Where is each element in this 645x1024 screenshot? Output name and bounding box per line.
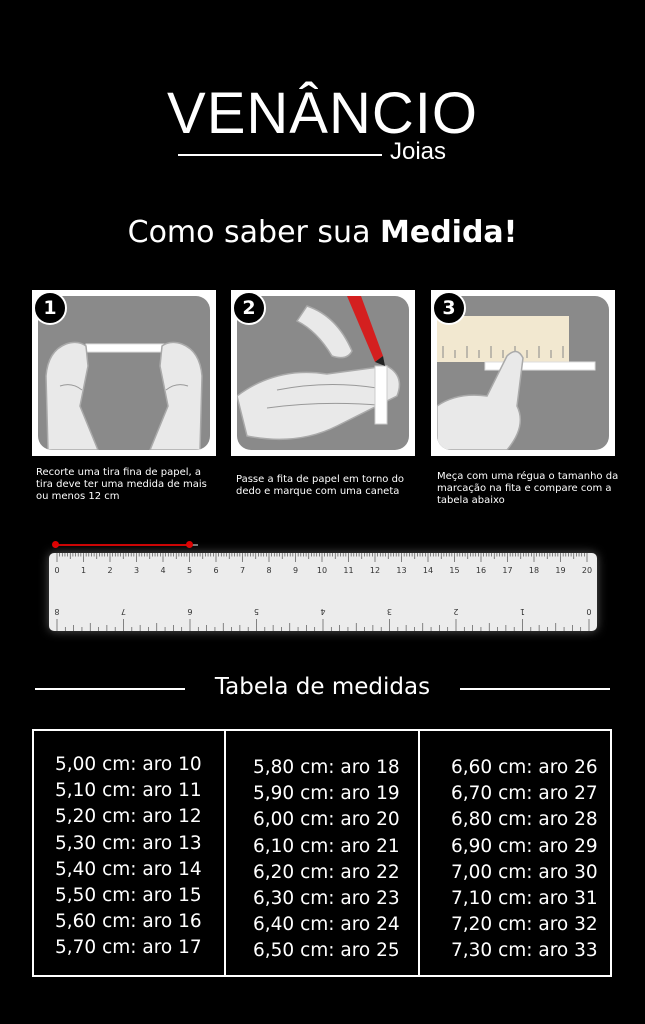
table-cell: 7,00 cm: aro 30 bbox=[451, 861, 598, 883]
step-2-panel bbox=[231, 290, 415, 456]
table-cell: 5,20 cm: aro 12 bbox=[55, 806, 202, 828]
table-cell: 5,40 cm: aro 14 bbox=[55, 858, 202, 880]
ruler-cm-label: 0 bbox=[54, 566, 60, 575]
ruler-scale bbox=[49, 553, 597, 631]
table-cell: 5,00 cm: aro 10 bbox=[55, 754, 202, 775]
ruler-cm-label: 1 bbox=[80, 566, 87, 575]
ruler-inch-label: 3 bbox=[386, 607, 393, 616]
table-cell: 5,30 cm: aro 13 bbox=[55, 832, 202, 854]
table-cell: 7,20 cm: aro 32 bbox=[451, 914, 598, 936]
step-2-number: 2 bbox=[232, 291, 266, 325]
table-cell: 6,80 cm: aro 28 bbox=[451, 809, 598, 831]
ruler-cm-label: 10 bbox=[316, 566, 328, 575]
measure-end-dot bbox=[186, 541, 193, 548]
table-cell: 6,50 cm: aro 25 bbox=[253, 940, 400, 962]
ruler-cm-label: 18 bbox=[528, 566, 540, 575]
step-3-caption: Meça com uma régua o tamanho da marcação na fita e compare com a tabela abaixo bbox=[437, 471, 619, 506]
table-cell: 6,90 cm: aro 29 bbox=[451, 835, 598, 857]
brand-subtitle: Joias bbox=[390, 138, 447, 165]
ruler-cm-label: 9 bbox=[292, 566, 299, 575]
page-title bbox=[0, 215, 645, 250]
ruler-cm-label: 4 bbox=[160, 566, 166, 575]
hands-paper-strip-icon bbox=[38, 296, 210, 450]
ruler-inch-label: 5 bbox=[253, 607, 260, 616]
table-column-3 bbox=[451, 755, 637, 965]
ruler-cm-label: 8 bbox=[266, 566, 272, 575]
ruler-inch-label: 2 bbox=[453, 607, 459, 616]
table-column-1 bbox=[55, 752, 241, 962]
step-2-caption: Passe a fita de papel em torno do dedo e marque com uma caneta bbox=[236, 474, 405, 497]
ruler-inch-label: 8 bbox=[54, 607, 60, 616]
table-cell: 6,30 cm: aro 23 bbox=[253, 888, 400, 910]
table-cell: 5,70 cm: aro 17 bbox=[55, 937, 202, 959]
ruler-cm-label: 15 bbox=[449, 566, 460, 575]
step-1-number: 1 bbox=[33, 291, 67, 325]
title-prefix: Como saber sua bbox=[127, 215, 380, 250]
ruler-cm-label: 16 bbox=[475, 566, 487, 575]
table-column-2 bbox=[253, 755, 439, 965]
ruler bbox=[49, 553, 597, 631]
brand-logo: VENÂNCIO bbox=[167, 81, 478, 146]
ruler-cm-label: 2 bbox=[107, 566, 113, 575]
ruler-inch-label: 0 bbox=[586, 607, 592, 616]
table-cell: 5,50 cm: aro 15 bbox=[55, 885, 202, 907]
ruler-inch-label: 1 bbox=[519, 607, 526, 616]
logo-divider bbox=[178, 154, 382, 156]
measure-start-dot bbox=[52, 541, 59, 548]
table-title: Tabela de medidas bbox=[214, 674, 431, 700]
ruler-cm-label: 3 bbox=[133, 566, 140, 575]
ruler-cm-label: 6 bbox=[213, 566, 219, 575]
measure-marker-line bbox=[54, 544, 190, 546]
ruler-inch-label: 4 bbox=[320, 607, 326, 616]
table-cell: 6,40 cm: aro 24 bbox=[253, 914, 400, 936]
table-cell: 6,00 cm: aro 20 bbox=[253, 809, 400, 831]
table-cell: 6,60 cm: aro 26 bbox=[451, 757, 598, 778]
step-3-illustration bbox=[437, 296, 609, 450]
table-cell: 5,60 cm: aro 16 bbox=[55, 911, 202, 933]
ruler-cm-label: 5 bbox=[186, 566, 193, 575]
table-cell: 6,20 cm: aro 22 bbox=[253, 861, 400, 883]
ruler-inch-label: 6 bbox=[187, 607, 193, 616]
table-cell: 6,10 cm: aro 21 bbox=[253, 835, 400, 857]
table-cell: 6,70 cm: aro 27 bbox=[451, 783, 598, 805]
table-cell: 7,30 cm: aro 33 bbox=[451, 940, 598, 962]
step-3-panel bbox=[431, 290, 615, 456]
step-1-caption: Recorte uma tira fina de papel, a tira deve ter uma medida de mais ou menos 12 cm bbox=[36, 467, 207, 502]
ruler-inch-label: 7 bbox=[120, 607, 127, 616]
table-cell: 5,90 cm: aro 19 bbox=[253, 783, 400, 805]
step-2-illustration bbox=[237, 296, 409, 450]
ruler-cm-label: 7 bbox=[239, 566, 246, 575]
table-cell: 7,10 cm: aro 31 bbox=[451, 888, 598, 910]
table-cell: 5,10 cm: aro 11 bbox=[55, 780, 202, 802]
ruler-cm-label: 12 bbox=[369, 566, 381, 575]
ruler-cm-label: 13 bbox=[396, 566, 407, 575]
step-3-number: 3 bbox=[432, 291, 466, 325]
ruler-cm-label: 17 bbox=[502, 566, 513, 575]
table-cell: 5,80 cm: aro 18 bbox=[253, 757, 400, 778]
finger-pen-mark-icon bbox=[237, 296, 409, 450]
ruler-cm-label: 11 bbox=[343, 566, 354, 575]
step-1-panel bbox=[32, 290, 216, 456]
step-1-illustration bbox=[38, 296, 210, 450]
measure-with-ruler-icon bbox=[437, 296, 609, 450]
title-emphasis: Medida! bbox=[380, 215, 518, 250]
ruler-cm-label: 20 bbox=[581, 566, 593, 575]
ruler-cm-label: 14 bbox=[422, 566, 434, 575]
ruler-cm-label: 19 bbox=[555, 566, 566, 575]
